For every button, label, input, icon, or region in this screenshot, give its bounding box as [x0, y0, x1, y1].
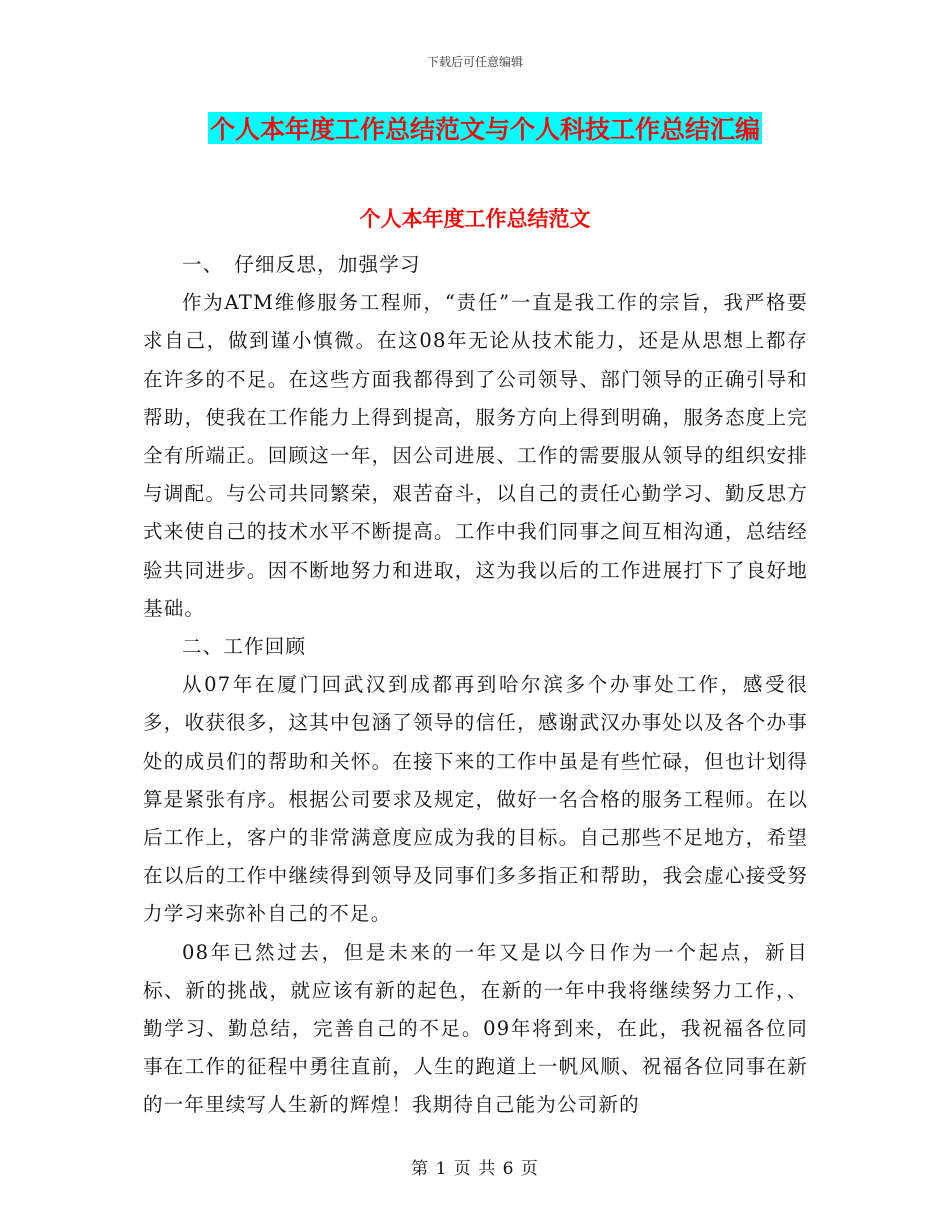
body-paragraph-2: 从07年在厦门回武汉到成都再到哈尔滨多个办事处工作，感受很多，收获很多，这其中包涵了领导的信任，感谢武汉办事处以及各个办事处的成员们的帮助和关怀。在接下来的工作中虽是有些忙碌，但也计划得算是紧张有序。根据公司要求及规定，做好一名合格的服务工程师。在以后工作上，客户的非常满意度应成为我的目标。自己那些不足地方，希望在以后的工作中继续得到领导及同事们多多指正和帮助，我会虚心接受努力学习来弥补自己的不足。 — [143, 673, 808, 926]
section-heading-2: 二、工作回顾 — [182, 635, 307, 659]
document-body — [143, 246, 808, 1125]
section-title: 个人本年度工作总结范文 — [359, 207, 591, 231]
main-title-highlight — [208, 112, 762, 144]
page-number-footer: 第 1 页 共 6 页 — [411, 1159, 539, 1179]
body-paragraph-3: 08年已然过去，但是未来的一年又是以今日作为一个起点，新目标、新的挑战，就应该有新的起色，在新的一年中我将继续努力工作，、勤学习、勤总结，完善自己的不足。09年将到来，在此，我祝福各位同事在工作的征程中勇往直前，人生的跑道上一帆风顺、祝福各位同事在新的一年里续写人生新的辉煌！我期待自己能为公司新的 — [143, 940, 808, 1117]
header-note: 下载后可任意编辑 — [426, 55, 523, 69]
section-heading-1: 一、 仔细反思，加强学习 — [182, 253, 421, 276]
body-paragraph-1: 作为ATM维修服务工程师，“责任”一直是我工作的宗旨，我严格要求自己，做到谨小慎微。在这08年无论从技术能力，还是从思想上都存在许多的不足。在这些方面我都得到了公司领导、部门领导的正确引导和帮助，使我在工作能力上得到提高，服务方向上得到明确，服务态度上完全有所端正。回顾这一年，因公司进展、工作的需要服从领导的组织安排与调配。与公司共同繁荣，艰苦奋斗，以自己的责任心勤学习、勤反思方式来使自己的技术水平不断提高。工作中我们同事之间互相沟通，总结经验共同进步。因不断地努力和进取，这为我以后的工作进展打下了良好地基础。 — [143, 291, 808, 620]
document-title: 个人本年度工作总结范文与个人科技工作总结汇编 — [210, 115, 761, 144]
